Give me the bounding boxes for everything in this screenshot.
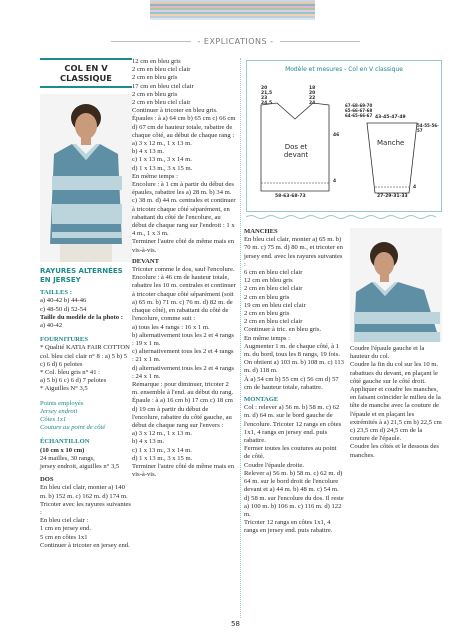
text-line: 6 cm en bleu ciel clair (244, 269, 303, 277)
text-line: c) 1 x 13 m., 3 x 14 m. (132, 156, 192, 164)
tailles-label: TAILLES : (40, 289, 72, 297)
points-line: Couture au point de côté (40, 424, 106, 432)
wavy-divider (246, 214, 440, 220)
text-line: c) 1 x 13 m., 3 x 14 m. (132, 446, 192, 454)
manche-side: 54-55-56-57 (417, 123, 439, 133)
echantillon-line: 24 mailles, 30 rangs, (40, 454, 95, 462)
text-line: 2 cm en bleu gris (132, 90, 178, 98)
diagram-caption: Modèle et mesures - Col en V classique (285, 66, 403, 73)
top-decorative-strip (150, 0, 315, 20)
text-line: 2 cm en bleu gris (244, 293, 290, 301)
pattern-title: COL EN V CLASSIQUE (40, 58, 132, 88)
text-line: 2 cm en bleu ciel clair (244, 285, 303, 293)
dos-top-right: 22 (309, 96, 316, 101)
text-line: Épaule : à a) 16 cm b) 17 cm c) 18 cm d) 19 cm à partir du début de l'encolure, rabattre du côté gauche, au début de chaque rang sur l'envers : (132, 397, 233, 429)
tailles-line: a) 40-42 b) 44-46 (40, 297, 87, 305)
text-line: 12 cm en bleu gris (244, 277, 293, 285)
dos-width: 58-63-68-73 (275, 194, 306, 199)
text-line: Continuer à tric. en bleu gris. (244, 326, 322, 334)
text-line: Coudre la fin du col sur les 10 m. rabattues du devant, en plaçant le côté gauche sur le côté droit. (350, 361, 439, 385)
dos-line: En bleu ciel clair : (40, 517, 89, 525)
text-line: Coudre l'épaule droite. (244, 461, 304, 469)
dos-top-right: 24 (309, 101, 316, 106)
text-line: 2 cm en bleu gris (244, 310, 290, 318)
manches-label: MANCHES (244, 228, 278, 235)
dos-4: 4 (333, 179, 337, 184)
text-line: À a) 54 cm b) 55 cm c) 56 cm d) 57 cm de hauteur totale, rabattre. (244, 375, 339, 391)
dos-label: DOS (40, 476, 54, 484)
text-line: d) alternativement tous les 2 et 4 rangs : 24 x 1 m. (132, 364, 234, 380)
text-line: a) 3 x 12 m., 1 x 13 m. (132, 140, 192, 148)
stripes-subtitle: RAYURES ALTERNÉES EN JERSEY (40, 267, 123, 284)
text-line: a) 3 x 12 m., 1 x 13 m. (132, 430, 192, 438)
text-line: Tricoter 12 rangs en côtes 1x1, 4 rangs en jersey end. puis rabattre. (244, 519, 333, 535)
dos-46: 46 (333, 133, 340, 138)
points-line: Côtes 1x1 (40, 416, 67, 424)
text-line: Coudre l'épaule gauche et la hauteur du col. (350, 345, 425, 361)
text-line: Appliquer et coudre les manches, en faisant coïncider le milieu de la tête de manche avec la couture de l'épaule et en plaçant les extrémités à a) 21,5 cm b) 22,5 cm c) 23,5 cm d) 24,5 cm de la couture de l'épaule. (350, 386, 442, 443)
echantillon-size: (10 cm x 10 cm) (40, 446, 85, 454)
text-line: c) alternativement tous les 2 et 4 rangs : 21 x 1 m. (132, 348, 234, 364)
manche-top: 43-45-47-49 (375, 115, 406, 120)
tailles-modele-label: Taille du modèle de la photo : (40, 313, 123, 321)
text-line: On obtient a) 103 m. b) 108 m. c) 113 m. d) 118 m. (244, 359, 344, 375)
text-line: DEVANT (132, 257, 159, 265)
text-line: 12 cm en bleu gris (132, 58, 181, 65)
dos-top-left: 24,5 (261, 101, 273, 106)
text-line: a) tous les 4 rangs : 16 x 1 m. (132, 323, 210, 331)
manche-label: Manche (377, 139, 405, 147)
manche-4: 4 (413, 185, 417, 190)
text-line: 2 cm en bleu ciel clair (244, 318, 303, 326)
text-line: Continuer à tricoter en bleu gris. (132, 107, 218, 115)
fournitures-line: * Qualité KATIA FAIR COTTON col. bleu ciel clair n° 8 : a) 5 b) 5 c) 6 d) 6 pelotes (40, 344, 130, 368)
tailles-line: c) 48-50 d) 52-54 (40, 305, 87, 313)
text-line: Encolure : à 1 cm à partir du début des épaules, rabattre les a) 28 m. b) 34 m. c) 38 m. d) 44 m. centrales et continuer à tricoter chaque côté séparément, en rabattant du côté de l'encolure, au début de chaque rang sur l'endroit : 1 x 4 m., 1 x 3 m. (132, 181, 236, 238)
echantillon-label: ÉCHANTILLON (40, 438, 90, 446)
dos-label: Dos et devant (283, 143, 309, 159)
text-line: Augmenter 1 m. de chaque côté, à 1 m. du bord, tous les 8 rangs, 19 fois. (244, 342, 340, 359)
text-line: b) 4 x 13 m. (132, 438, 165, 446)
text-line: Relever a) 56 m. b) 58 m. c) 62 m. d) 64 m. sur le bord droit de l'encolure devant et a) 44 m. b) 48 m. c) 54 m. d) 58 m. sur l'encolure du dos. Il reste a) 100 m. b) 106 m. c) 116 m. d) 122 m. (244, 469, 344, 518)
dos-top-right: 18 (309, 86, 316, 91)
measurement-diagram (246, 60, 442, 212)
text-line: d) 1 x 13 m., 3 x 15 m. (132, 164, 193, 172)
text-line: En bleu ciel clair, monter a) 65 m. b) 70 m. c) 75 m. d) 80 m., et tricoter en jersey end. avec les rayures suivantes : (244, 236, 343, 268)
text-line: En même temps : (244, 334, 290, 342)
text-line: 17 cm en bleu ciel clair (132, 82, 194, 90)
text-line: 2 cm en bleu gris (132, 74, 178, 82)
dos-line: 5 cm en côtes 1x1 (40, 533, 88, 541)
montage-label: MONTAGE (244, 396, 279, 404)
model-photo (40, 94, 132, 262)
fournitures-label: FOURNITURES (40, 336, 88, 344)
text-line: 19 cm en bleu ciel clair (244, 301, 306, 309)
manche-bottom: 27-29-31-33 (377, 194, 408, 199)
column-3 (244, 228, 344, 536)
text-line: Terminer l'autre côté de même mais en vis-à-vis. (132, 238, 235, 254)
fournitures-line: * Col. bleu gris n° 41 : (40, 369, 100, 377)
dos-side: 65-66-67-68 (345, 108, 373, 113)
dos-side: 64-65-66-67 (345, 113, 373, 118)
dos-line: 1 cm en jersey end. (40, 525, 92, 533)
column-4 (350, 345, 442, 460)
page-number: 58 (231, 620, 240, 628)
dos-top-left: 23 (261, 96, 268, 101)
text-line: Remarque : pour diminuer, tricoter 2 m. ensemble à l'end. au début du rang. (132, 380, 234, 397)
dos-top-left: 20 (261, 86, 268, 91)
text-line: Épaules : à a) 64 cm b) 65 cm c) 66 cm d) 67 cm de hauteur totale, rabattre de chaque côté, au début de chaque rang : (132, 115, 236, 139)
text-line: Encolure : à 46 cm de hauteur totale, rabattre les 10 m. centrales et continuer à tricoter chaque côté séparément (soit a) 65 m. b) 71 m. c) 76 m. d) 82 m. de chaque côté), en rabattant du côté de l'encolure, comme suit : (132, 274, 236, 323)
column-divider (240, 58, 241, 618)
dos-line: Continuer à tricoter en jersey end. (40, 541, 130, 549)
text-line: Terminer l'autre côté de même mais en vis-à-vis. (132, 462, 235, 479)
section-header: - EXPLICATIONS - (0, 37, 471, 46)
fournitures-line: a) 5 b) 6 c) 6 d) 7 pelotes (40, 377, 107, 385)
tailles-modele: a) 40-42 (40, 322, 63, 329)
dos-top-right: 20 (309, 91, 316, 96)
text-line: 2 cm en bleu ciel clair (132, 99, 191, 107)
text-line: b) alternativement tous les 2 et 4 rangs : 19 x 1 m. (132, 331, 234, 347)
model-photo-2 (350, 228, 442, 342)
text-line: Fermer toutes les coutures au point de côté. (244, 445, 337, 461)
text-line: 2 cm en bleu ciel clair (132, 66, 191, 74)
fournitures-line: * Aiguilles N° 3,5 (40, 385, 88, 393)
dos-top-left: 21,5 (261, 91, 273, 96)
text-line: En même temps : (132, 172, 178, 180)
points-line: Jersey endroit (40, 407, 78, 415)
dos-line: En bleu ciel clair, monter a) 140 m. b) 152 m. c) 162 m. d) 174 m. Tricoter avec les rayures suivantes : (40, 484, 131, 517)
text-line: d) 1 x 13 m., 3 x 15 m. (132, 454, 193, 462)
dos-side: 67-68-69-70 (345, 103, 373, 108)
column-2 (132, 58, 236, 479)
text-line: Col : relever a) 56 m. b) 58 m. c) 62 m. d) 64 m. sur le bord gauche de l'encolure. Tricoter 12 rangs en côtes 1x1, 4 rangs en jersey end. puis rabattre. (244, 404, 342, 445)
points-label: Points employés (40, 399, 84, 407)
echantillon-line: jersey endroit, aiguilles n° 3,5 (40, 463, 120, 471)
text-line: Coudre les côtés et le dessous des manches. (350, 443, 439, 459)
column-1 (40, 58, 132, 550)
text-line: b) 4 x 13 m. (132, 148, 165, 156)
text-line: Tricoter comme le dos, sauf l'encolure. (132, 266, 235, 274)
